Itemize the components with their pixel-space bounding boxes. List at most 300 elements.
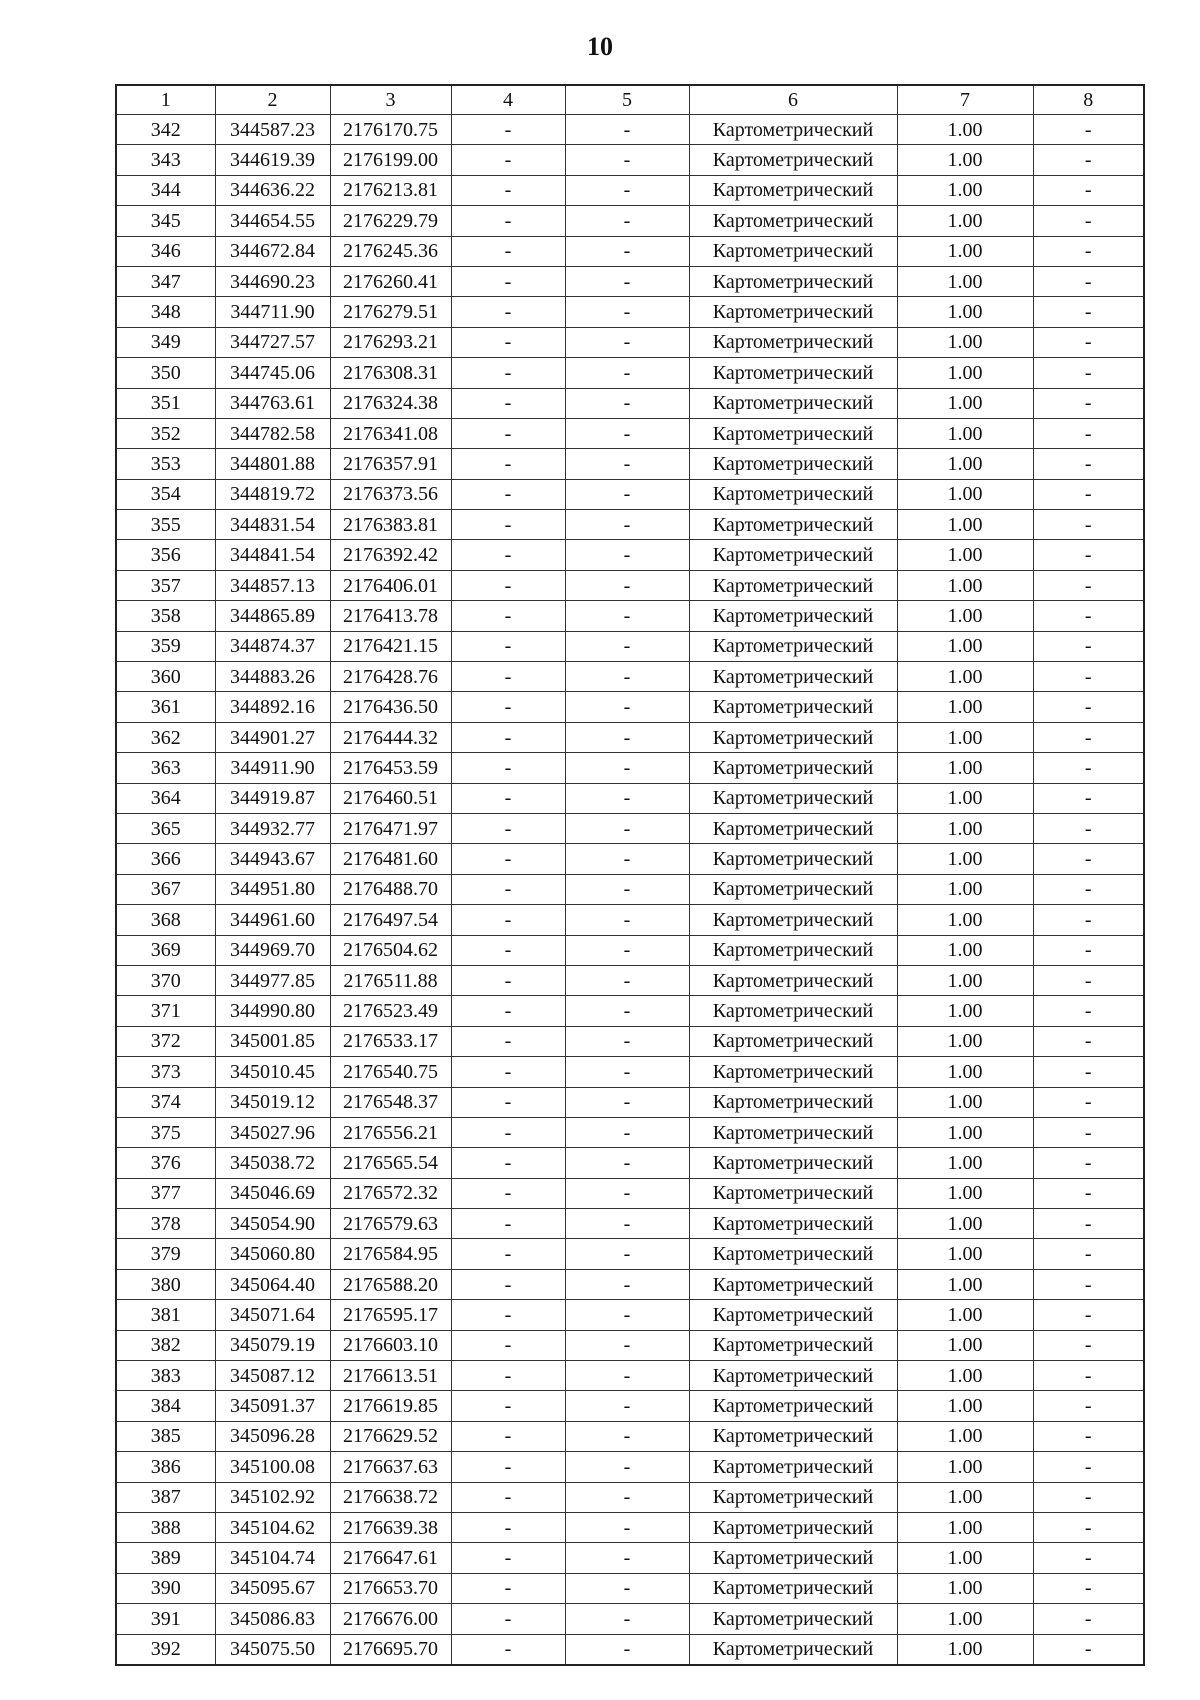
table-cell: -	[451, 1330, 565, 1360]
table-row	[116, 540, 1144, 570]
table-cell: 344819.72	[215, 479, 330, 509]
table-cell: 345	[116, 206, 215, 236]
table-cell: 368	[116, 905, 215, 935]
table-cell: 1.00	[897, 570, 1033, 600]
table-row	[116, 1026, 1144, 1056]
table-cell: -	[451, 1482, 565, 1512]
table-cell: 2176413.78	[330, 601, 451, 631]
table-cell: 1.00	[897, 935, 1033, 965]
table-cell: Картометрический	[689, 115, 897, 145]
table-cell: 345096.28	[215, 1421, 330, 1451]
table-cell: Картометрический	[689, 844, 897, 874]
table-cell: 2176488.70	[330, 874, 451, 904]
table-cell: 1.00	[897, 1148, 1033, 1178]
table-cell: 2176565.54	[330, 1148, 451, 1178]
table-cell: -	[451, 905, 565, 935]
table-cell: -	[451, 722, 565, 752]
table-cell: 1.00	[897, 1573, 1033, 1603]
table-cell: -	[451, 145, 565, 175]
table-cell: -	[1033, 327, 1144, 357]
table-row	[116, 996, 1144, 1026]
table-cell: 344587.23	[215, 115, 330, 145]
table-cell: 392	[116, 1634, 215, 1665]
table-cell: -	[1033, 1209, 1144, 1239]
table-cell: -	[1033, 965, 1144, 995]
table-cell: -	[1033, 388, 1144, 418]
table-cell: 2176453.59	[330, 753, 451, 783]
table-cell: 385	[116, 1421, 215, 1451]
table-cell: 1.00	[897, 996, 1033, 1026]
table-cell: 344901.27	[215, 722, 330, 752]
table-cell: Картометрический	[689, 1269, 897, 1299]
table-cell: 1.00	[897, 115, 1033, 145]
table-cell: 352	[116, 418, 215, 448]
table-cell: 1.00	[897, 1391, 1033, 1421]
table-row	[116, 1421, 1144, 1451]
table-cell: 366	[116, 844, 215, 874]
table-cell: -	[1033, 1361, 1144, 1391]
table-cell: -	[451, 206, 565, 236]
table-cell: 2176229.79	[330, 206, 451, 236]
table-cell: 345102.92	[215, 1482, 330, 1512]
table-cell: -	[565, 1361, 689, 1391]
table-cell: 349	[116, 327, 215, 357]
table-cell: Картометрический	[689, 1452, 897, 1482]
table-cell: -	[1033, 1269, 1144, 1299]
table-cell: 2176548.37	[330, 1087, 451, 1117]
table-cell: 390	[116, 1573, 215, 1603]
table-cell: -	[565, 1148, 689, 1178]
table-cell: 391	[116, 1604, 215, 1634]
table-cell: 345100.08	[215, 1452, 330, 1482]
table-cell: 1.00	[897, 327, 1033, 357]
table-cell: -	[565, 601, 689, 631]
table-cell: -	[451, 388, 565, 418]
table-cell: Картометрический	[689, 479, 897, 509]
table-row	[116, 327, 1144, 357]
table-cell: 1.00	[897, 1604, 1033, 1634]
table-cell: 1.00	[897, 266, 1033, 296]
table-cell: -	[451, 1604, 565, 1634]
table-cell: -	[565, 449, 689, 479]
table-cell: -	[451, 692, 565, 722]
table-cell: -	[565, 540, 689, 570]
table-cell: 2176357.91	[330, 449, 451, 479]
table-row	[116, 1178, 1144, 1208]
table-cell: -	[451, 570, 565, 600]
table-cell: 1.00	[897, 510, 1033, 540]
table-cell: Картометрический	[689, 813, 897, 843]
table-cell: 1.00	[897, 1087, 1033, 1117]
table-cell: 2176619.85	[330, 1391, 451, 1421]
table-cell: -	[565, 783, 689, 813]
table-cell: -	[451, 874, 565, 904]
table-cell: 1.00	[897, 1361, 1033, 1391]
table-row	[116, 418, 1144, 448]
table-cell: 344919.87	[215, 783, 330, 813]
table-cell: -	[451, 844, 565, 874]
table-cell: 1.00	[897, 1239, 1033, 1269]
table-row	[116, 1573, 1144, 1603]
table-cell: -	[1033, 175, 1144, 205]
table-cell: 1.00	[897, 1512, 1033, 1542]
table-cell: -	[565, 388, 689, 418]
table-cell: -	[565, 236, 689, 266]
table-cell: -	[565, 418, 689, 448]
table-cell: -	[565, 1239, 689, 1269]
table-cell: 372	[116, 1026, 215, 1056]
table-row	[116, 874, 1144, 904]
table-cell: -	[1033, 358, 1144, 388]
table-cell: 2176460.51	[330, 783, 451, 813]
table-cell: Картометрический	[689, 449, 897, 479]
table-cell: 344782.58	[215, 418, 330, 448]
table-cell: -	[451, 449, 565, 479]
table-cell: -	[565, 1117, 689, 1147]
table-cell: 1.00	[897, 783, 1033, 813]
table-cell: 1.00	[897, 601, 1033, 631]
table-cell: -	[451, 297, 565, 327]
table-row	[116, 935, 1144, 965]
table-cell: 344745.06	[215, 358, 330, 388]
table-row	[116, 844, 1144, 874]
table-cell: -	[565, 1421, 689, 1451]
table-cell: Картометрический	[689, 297, 897, 327]
table-cell: 1.00	[897, 145, 1033, 175]
table-cell: 1.00	[897, 874, 1033, 904]
table-cell: 2176584.95	[330, 1239, 451, 1269]
table-header	[116, 85, 1144, 115]
table-cell: 351	[116, 388, 215, 418]
column-header: 8	[1033, 85, 1144, 115]
table-row	[116, 1330, 1144, 1360]
table-cell: 1.00	[897, 905, 1033, 935]
table-cell: Картометрический	[689, 1604, 897, 1634]
table-cell: 2176588.20	[330, 1269, 451, 1299]
table-cell: 344892.16	[215, 692, 330, 722]
table-cell: -	[451, 1512, 565, 1542]
table-cell: -	[1033, 783, 1144, 813]
table-cell: -	[1033, 1543, 1144, 1573]
table-cell: 2176579.63	[330, 1209, 451, 1239]
table-cell: -	[1033, 1452, 1144, 1482]
table-cell: Картометрический	[689, 206, 897, 236]
table-cell: 1.00	[897, 297, 1033, 327]
table-cell: Картометрический	[689, 935, 897, 965]
table-cell: 2176511.88	[330, 965, 451, 995]
table-cell: -	[1033, 601, 1144, 631]
table-cell: 367	[116, 874, 215, 904]
table-cell: 361	[116, 692, 215, 722]
table-cell: -	[565, 813, 689, 843]
table-cell: -	[565, 358, 689, 388]
table-cell: -	[1033, 266, 1144, 296]
table-row	[116, 722, 1144, 752]
table-cell: 2176497.54	[330, 905, 451, 935]
table-cell: -	[565, 1604, 689, 1634]
table-cell: Картометрический	[689, 175, 897, 205]
table-cell: -	[565, 753, 689, 783]
table-cell: 382	[116, 1330, 215, 1360]
table-row	[116, 905, 1144, 935]
table-cell: Картометрический	[689, 1178, 897, 1208]
table-cell: -	[1033, 206, 1144, 236]
table-cell: -	[565, 145, 689, 175]
table-cell: -	[1033, 418, 1144, 448]
table-cell: Картометрический	[689, 692, 897, 722]
table-cell: -	[565, 662, 689, 692]
table-cell: 1.00	[897, 1421, 1033, 1451]
table-cell: Картометрический	[689, 722, 897, 752]
table-cell: Картометрический	[689, 358, 897, 388]
table-cell: Картометрический	[689, 1239, 897, 1269]
table-cell: 369	[116, 935, 215, 965]
table-cell: 359	[116, 631, 215, 661]
table-cell: -	[451, 1087, 565, 1117]
table-cell: 1.00	[897, 1634, 1033, 1665]
table-cell: -	[1033, 813, 1144, 843]
table-cell: 1.00	[897, 1269, 1033, 1299]
table-cell: 378	[116, 1209, 215, 1239]
table-row	[116, 965, 1144, 995]
table-cell: -	[565, 1512, 689, 1542]
table-cell: -	[565, 266, 689, 296]
table-cell: -	[1033, 1482, 1144, 1512]
table-cell: -	[1033, 662, 1144, 692]
table-cell: Картометрический	[689, 1148, 897, 1178]
table-cell: -	[565, 570, 689, 600]
table-cell: 1.00	[897, 175, 1033, 205]
table-cell: -	[1033, 1300, 1144, 1330]
table-cell: 1.00	[897, 965, 1033, 995]
table-cell: 370	[116, 965, 215, 995]
table-cell: -	[1033, 145, 1144, 175]
column-header: 3	[330, 85, 451, 115]
table-cell: 386	[116, 1452, 215, 1482]
table-cell: 2176572.32	[330, 1178, 451, 1208]
table-cell: -	[565, 479, 689, 509]
table-cell: 1.00	[897, 418, 1033, 448]
table-cell: 1.00	[897, 631, 1033, 661]
table-row	[116, 1148, 1144, 1178]
table-cell: -	[1033, 1239, 1144, 1269]
table-cell: 1.00	[897, 1300, 1033, 1330]
table-cell: -	[451, 631, 565, 661]
table-cell: -	[1033, 1391, 1144, 1421]
table-cell: -	[451, 540, 565, 570]
table-cell: -	[565, 297, 689, 327]
table-cell: -	[1033, 692, 1144, 722]
table-cell: Картометрический	[689, 1209, 897, 1239]
table-cell: -	[565, 1391, 689, 1421]
table-cell: 345060.80	[215, 1239, 330, 1269]
table-row	[116, 601, 1144, 631]
table-cell: 2176213.81	[330, 175, 451, 205]
table-cell: -	[451, 1452, 565, 1482]
table-cell: 345010.45	[215, 1057, 330, 1087]
table-cell: 344711.90	[215, 297, 330, 327]
table-cell: 388	[116, 1512, 215, 1542]
table-cell: 1.00	[897, 206, 1033, 236]
table-cell: -	[451, 1057, 565, 1087]
table-row	[116, 479, 1144, 509]
table-row	[116, 692, 1144, 722]
table-cell: -	[451, 601, 565, 631]
table-cell: 376	[116, 1148, 215, 1178]
table-cell: -	[451, 1178, 565, 1208]
table-cell: -	[565, 1634, 689, 1665]
table-cell: 2176556.21	[330, 1117, 451, 1147]
table-cell: -	[1033, 540, 1144, 570]
table-row	[116, 1512, 1144, 1542]
table-cell: Картометрический	[689, 1573, 897, 1603]
table-cell: -	[1033, 935, 1144, 965]
table-cell: 2176383.81	[330, 510, 451, 540]
table-cell: -	[1033, 297, 1144, 327]
table-cell: Картометрический	[689, 1117, 897, 1147]
table-cell: -	[1033, 1330, 1144, 1360]
table-cell: 344857.13	[215, 570, 330, 600]
table-cell: 353	[116, 449, 215, 479]
table-cell: Картометрический	[689, 874, 897, 904]
table-cell: 344977.85	[215, 965, 330, 995]
table-cell: -	[1033, 753, 1144, 783]
table-cell: -	[451, 115, 565, 145]
table-row	[116, 1452, 1144, 1482]
table-cell: 377	[116, 1178, 215, 1208]
table-cell: -	[451, 935, 565, 965]
table-cell: 2176504.62	[330, 935, 451, 965]
table-cell: 1.00	[897, 813, 1033, 843]
table-cell: Картометрический	[689, 1543, 897, 1573]
table-cell: 365	[116, 813, 215, 843]
table-cell: 381	[116, 1300, 215, 1330]
table-cell: 345087.12	[215, 1361, 330, 1391]
table-cell: -	[1033, 905, 1144, 935]
table-cell: -	[565, 510, 689, 540]
table-cell: 344874.37	[215, 631, 330, 661]
table-cell: -	[565, 1178, 689, 1208]
table-row	[116, 510, 1144, 540]
table-cell: 375	[116, 1117, 215, 1147]
table-cell: -	[451, 1209, 565, 1239]
table-cell: 1.00	[897, 753, 1033, 783]
table-cell: 2176245.36	[330, 236, 451, 266]
table-row	[116, 206, 1144, 236]
table-cell: 344932.77	[215, 813, 330, 843]
table-row	[116, 1604, 1144, 1634]
table-row	[116, 631, 1144, 661]
table-cell: -	[451, 783, 565, 813]
table-cell: 1.00	[897, 1330, 1033, 1360]
table-cell: Картометрический	[689, 965, 897, 995]
table-cell: -	[451, 1269, 565, 1299]
table-cell: 344654.55	[215, 206, 330, 236]
table-cell: 2176436.50	[330, 692, 451, 722]
table-cell: 344943.67	[215, 844, 330, 874]
table-row	[116, 1543, 1144, 1573]
table-cell: 373	[116, 1057, 215, 1087]
table-row	[116, 1300, 1144, 1330]
table-cell: 380	[116, 1269, 215, 1299]
table-cell: -	[1033, 1057, 1144, 1087]
table-cell: -	[451, 418, 565, 448]
table-cell: Картометрический	[689, 783, 897, 813]
table-cell: -	[1033, 1178, 1144, 1208]
table-cell: 2176471.97	[330, 813, 451, 843]
table-cell: 2176637.63	[330, 1452, 451, 1482]
table-cell: 345086.83	[215, 1604, 330, 1634]
table-cell: -	[451, 662, 565, 692]
table-cell: -	[451, 813, 565, 843]
table-cell: 2176540.75	[330, 1057, 451, 1087]
table-cell: 2176595.17	[330, 1300, 451, 1330]
table-cell: 354	[116, 479, 215, 509]
table-cell: 344883.26	[215, 662, 330, 692]
table-cell: -	[451, 510, 565, 540]
table-cell: -	[565, 1087, 689, 1117]
table-cell: 344865.89	[215, 601, 330, 631]
table-cell: Картометрический	[689, 996, 897, 1026]
table-cell: -	[451, 1573, 565, 1603]
table-cell: -	[565, 844, 689, 874]
table-cell: Картометрический	[689, 540, 897, 570]
table-cell: -	[565, 935, 689, 965]
table-row	[116, 662, 1144, 692]
table-cell: Картометрический	[689, 1421, 897, 1451]
table-cell: -	[451, 996, 565, 1026]
table-cell: 344619.39	[215, 145, 330, 175]
table-cell: 344841.54	[215, 540, 330, 570]
table-cell: 2176308.31	[330, 358, 451, 388]
table-cell: 2176639.38	[330, 1512, 451, 1542]
table-cell: -	[1033, 1512, 1144, 1542]
table-cell: 355	[116, 510, 215, 540]
table-cell: -	[565, 905, 689, 935]
table-row	[116, 388, 1144, 418]
table-cell: 2176444.32	[330, 722, 451, 752]
table-row	[116, 1209, 1144, 1239]
table-cell: -	[565, 722, 689, 752]
table-cell: -	[565, 996, 689, 1026]
table-cell: 1.00	[897, 1117, 1033, 1147]
table-cell: 1.00	[897, 1178, 1033, 1208]
table-cell: -	[1033, 874, 1144, 904]
table-cell: 348	[116, 297, 215, 327]
table-row	[116, 570, 1144, 600]
table-cell: 1.00	[897, 358, 1033, 388]
table-cell: Картометрический	[689, 1361, 897, 1391]
table-cell: Картометрический	[689, 1512, 897, 1542]
table-cell: 345038.72	[215, 1148, 330, 1178]
table-cell: 1.00	[897, 540, 1033, 570]
table-cell: 345104.74	[215, 1543, 330, 1573]
table-cell: -	[565, 1269, 689, 1299]
table-cell: 346	[116, 236, 215, 266]
table-cell: 2176629.52	[330, 1421, 451, 1451]
table-cell: -	[1033, 1148, 1144, 1178]
table-cell: 345054.90	[215, 1209, 330, 1239]
table-cell: -	[565, 206, 689, 236]
page-number: 10	[587, 32, 613, 61]
table-cell: Картометрический	[689, 1330, 897, 1360]
table-cell: 1.00	[897, 662, 1033, 692]
table-cell: 345046.69	[215, 1178, 330, 1208]
table-cell: 345075.50	[215, 1634, 330, 1665]
table-cell: -	[565, 1209, 689, 1239]
table-cell: -	[451, 1148, 565, 1178]
table-cell: -	[451, 266, 565, 296]
